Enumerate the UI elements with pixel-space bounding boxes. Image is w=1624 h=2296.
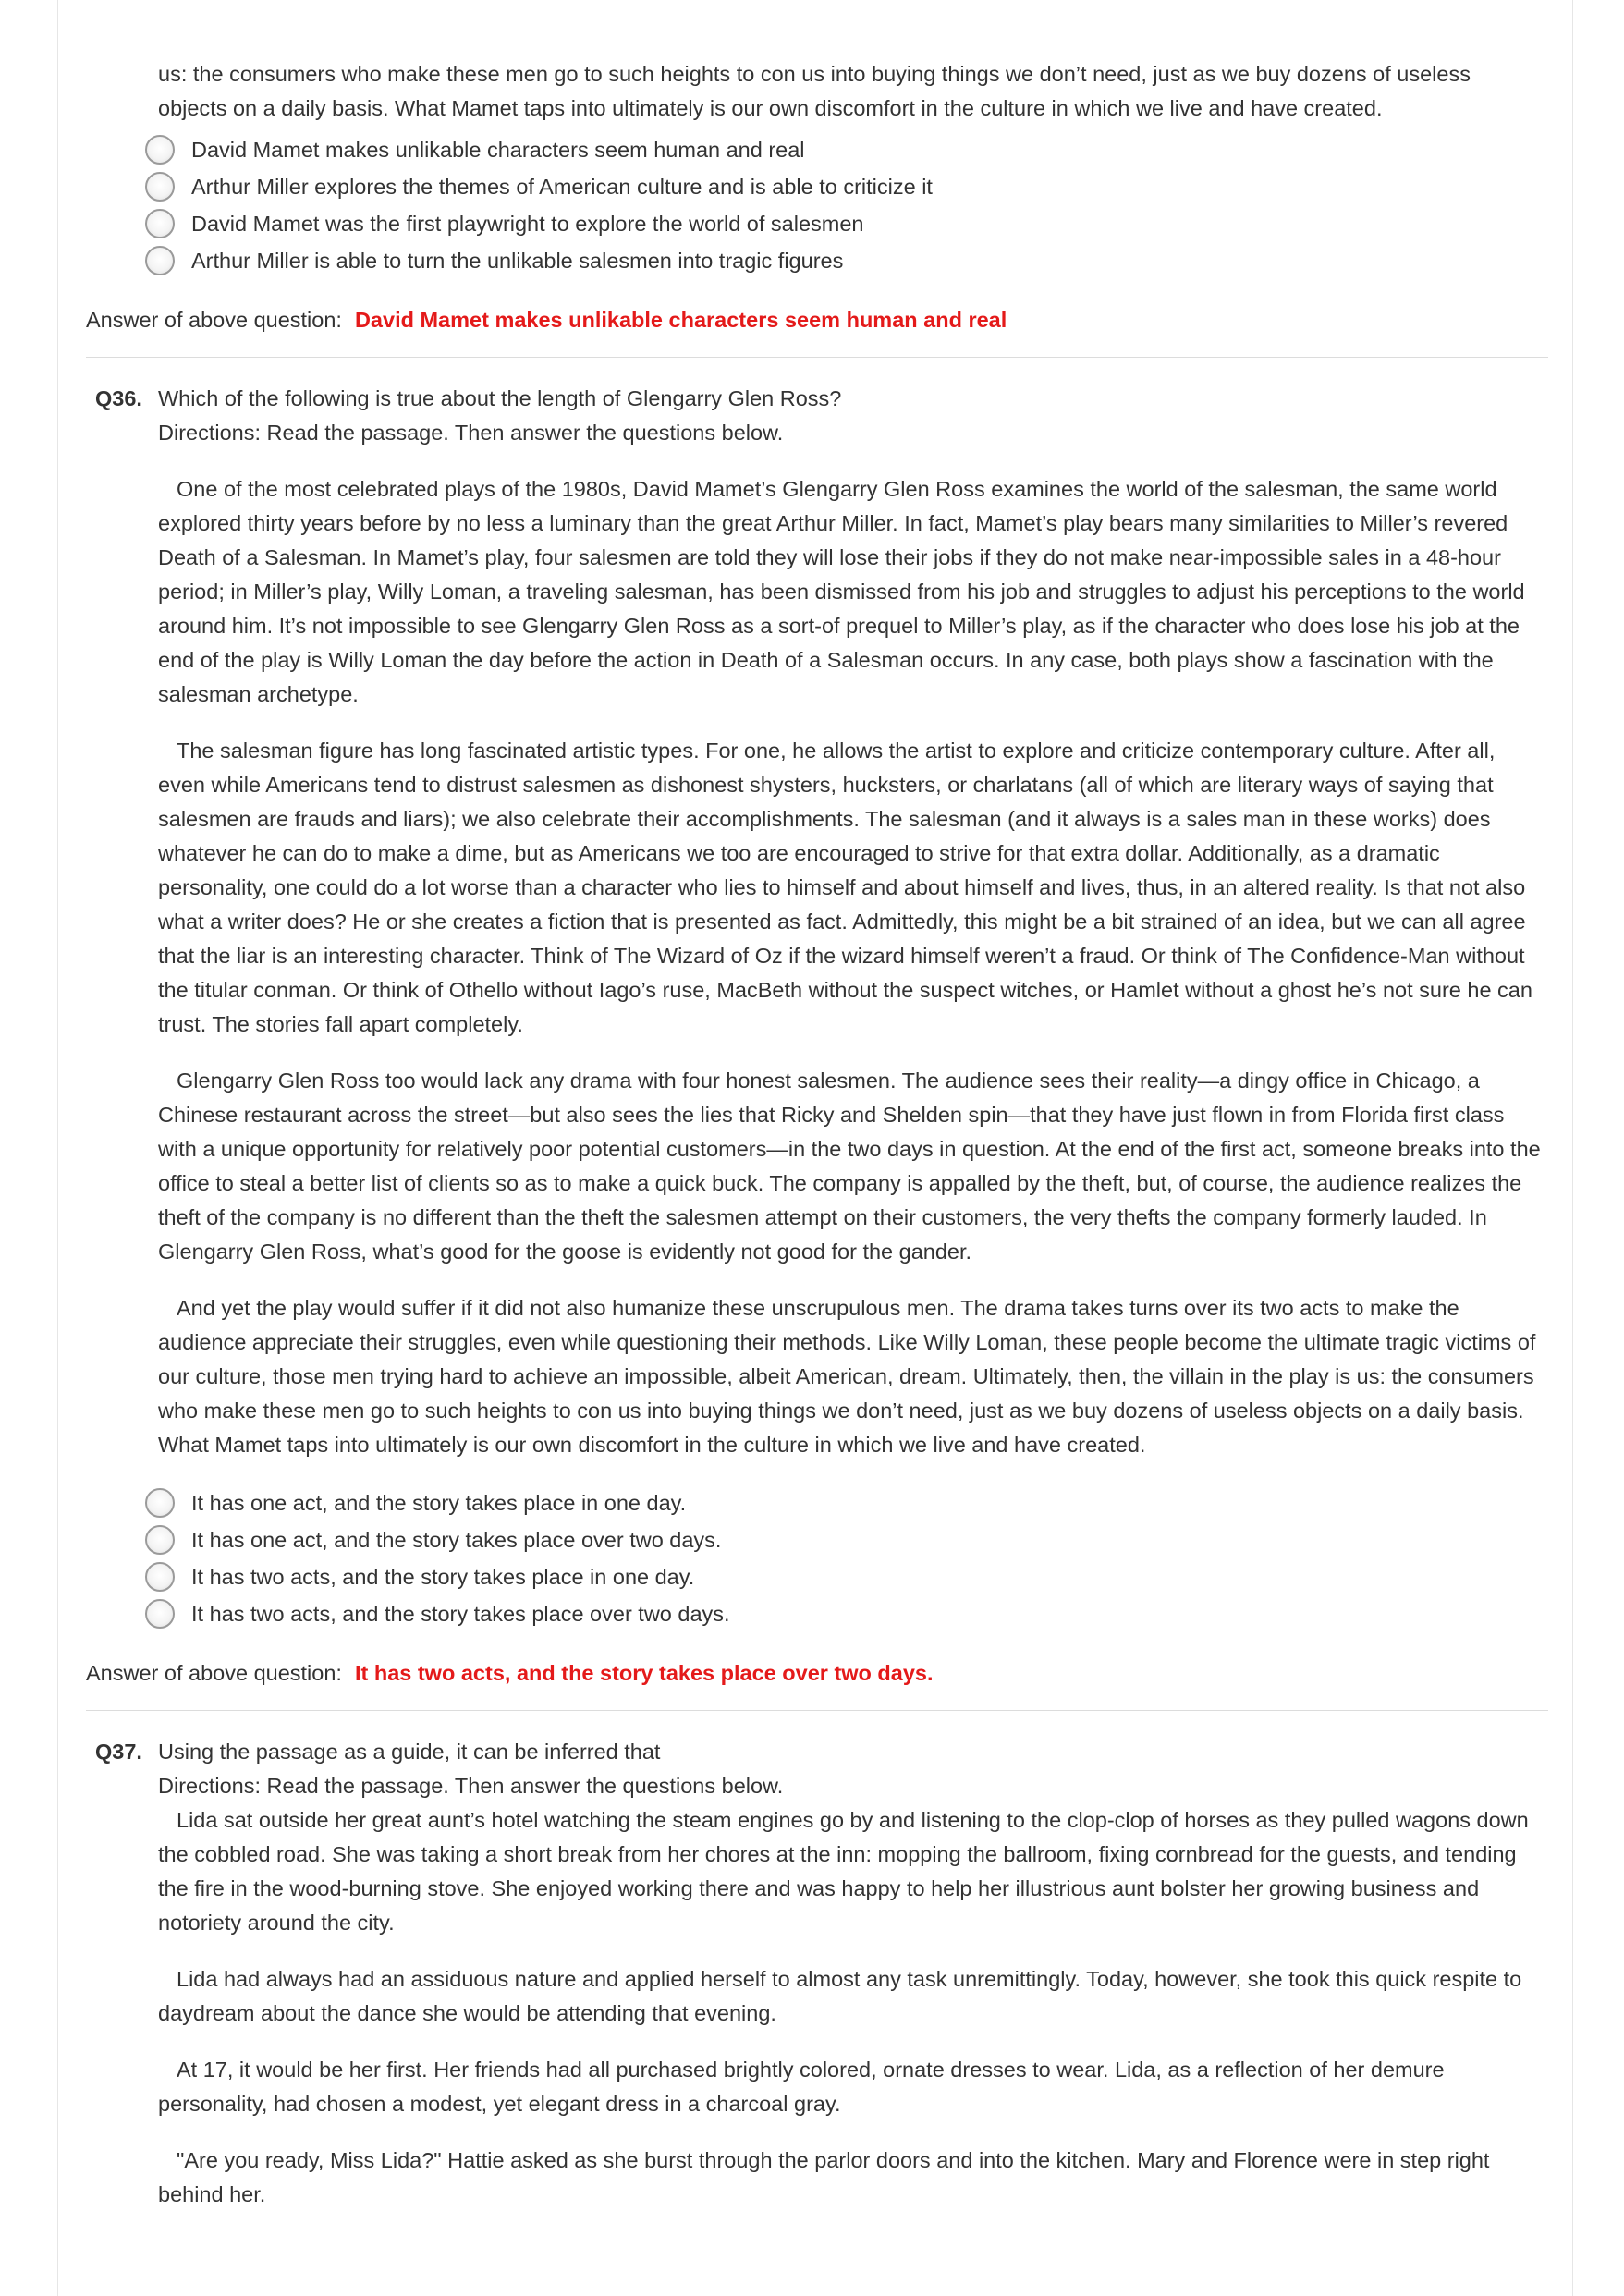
option-item[interactable] [145, 242, 1548, 279]
option-item[interactable] [145, 1484, 1548, 1521]
page-content [86, 57, 1548, 2212]
radio-button[interactable] [145, 246, 175, 275]
radio-button[interactable] [145, 209, 175, 238]
answer-label: Answer of above question: [86, 308, 342, 332]
option-label: Arthur Miller explores the themes of American culture and is able to criticize it [191, 174, 933, 199]
answer-line [86, 303, 1548, 336]
option-item[interactable] [145, 131, 1548, 168]
question-text: Using the passage as a guide, it can be inferred that [158, 1740, 661, 1764]
passage-paragraph: At 17, it would be her first. Her friends had all purchased brightly colored, ornate dresses to wear. Lida, as a reflection of her demure personality, had chosen a modest, yet elegant dress in a charcoal gray. [158, 2058, 1445, 2116]
question-text: Which of the following is true about the length of Glengarry Glen Ross? [158, 386, 842, 410]
option-label: David Mamet makes unlikable characters seem human and real [191, 137, 805, 162]
option-item[interactable] [145, 1558, 1548, 1595]
passage-paragraph: Lida sat outside her great aunt’s hotel watching the steam engines go by and listening to the clop-clop of horses as they pulled wagons down the cobbled road. She was taking a short break from her chores at the inn: mopping the ballroom, fixing cornbread for the guests, and tending the fire in the wood-burning stove. She enjoyed working there and was happy to help her illustrious aunt bolster her growing business and notoriety around the city. [158, 1808, 1529, 1935]
directions: Directions: Read the passage. Then answer the questions below. [158, 421, 784, 445]
answer-label: Answer of above question: [86, 1661, 342, 1685]
directions: Directions: Read the passage. Then answer the questions below. [158, 1774, 784, 1798]
passage-paragraph: And yet the play would suffer if it did not also humanize these unscrupulous men. The drama takes turns over its two acts to make the audience appreciate their struggles, even while questioning their methods. Like Willy Loman, these people become the ultimate tragic victims of our culture, those men trying hard to achieve an impossible, albeit American, dream. Ultimately, then, the villain in the play is us: the consumers who make these men go to such heights to con us into buying things we don’t need, just as we buy dozens of useless objects on a daily basis. What Mamet taps into ultimately is our own discomfort in the culture in which we live and have created. [158, 1296, 1536, 1457]
page-frame [57, 0, 1573, 2296]
option-item[interactable] [145, 205, 1548, 242]
question-separator [86, 1710, 1548, 1711]
question-header [95, 1735, 1548, 1769]
question-number: Q36. [95, 386, 142, 410]
passage-paragraph: Glengarry Glen Ross too would lack any drama with four honest salesmen. The audience sees their reality—a dingy office in Chicago, a Chinese restaurant across the street—but also sees the lies that Ricky and Shelden spin—that they have just flown in from Florida first class with a unique opportunity for relatively poor potential customers—in the two days in question. At the end of the first act, someone breaks into the office to steal a better list of clients so as to make a quick buck. The company is appalled by the theft, but, of course, the audience realizes the theft of the company is no different than the theft the salesmen attempt on their customers, the very thefts the company formerly lauded. In Glengarry Glen Ross, what’s good for the goose is evidently not good for the gander. [158, 1069, 1541, 1264]
question-number: Q37. [95, 1740, 142, 1764]
option-label: Arthur Miller is able to turn the unlikable salesmen into tragic figures [191, 248, 844, 273]
radio-button[interactable] [145, 135, 175, 165]
passage-paragraph: Lida had always had an assiduous nature and applied herself to almost any task unremittingly. Today, however, she took this quick respite to daydream about the dance she would be attending that evening. [158, 1967, 1522, 2025]
radio-button[interactable] [145, 172, 175, 202]
radio-button[interactable] [145, 1488, 175, 1518]
radio-button[interactable] [145, 1525, 175, 1555]
passage-paragraph: us: the consumers who make these men go to such heights to con us into buying things we don’t need, just as we buy dozens of useless objects on a daily basis. What Mamet taps into ultimately is our own discomfort in the culture in which we live and have created. [158, 62, 1471, 120]
passage-paragraph: The salesman figure has long fascinated artistic types. For one, he allows the artist to explore and criticize contemporary culture. After all, even while Americans tend to distrust salesmen as dishonest shysters, hucksters, or charlatans (all of which are literary ways of saying that salesmen are frauds and liars); we also celebrate their accomplishments. The salesman (and it always is a sales man in these works) does whatever he can do to make a dime, but as Americans we too are encouraged to strive for that extra dollar. Additionally, as a dramatic personality, one could do a lot worse than a character who lies to himself and about himself and lives, thus, in an altered reality. Is that not also what a writer does? He or she creates a fiction that is presented as fact. Admittedly, this might be a bit strained of an idea, but we can all agree that the liar is an interesting character. Think of The Wizard of Oz if the wizard himself weren’t a fraud. Or think of The Confidence-Man without the titular conman. Or think of Othello without Iago’s ruse, MacBeth without the suspect witches, or Hamlet without a ghost he’s not sure he can trust. The stories fall apart completely. [158, 739, 1532, 1036]
passage-paragraph: One of the most celebrated plays of the 1980s, David Mamet’s Glengarry Glen Ross examines the world of the salesman, the same world explored thirty years before by no less a luminary than the great Arthur Miller. In fact, Mamet’s play bears many similarities to Miller’s revered Death of a Salesman. In Mamet’s play, four salesmen are told they will lose their jobs if they do not make near-impossible sales in a 48-hour period; in Miller’s play, Willy Loman, a traveling salesman, has been dismissed from his job and struggles to adjust his perceptions to the world around him. It’s not impossible to see Glengarry Glen Ross as a sort-of prequel to Miller’s play, as if the character who does lose his job at the end of the play is Willy Loman the day before the action in Death of a Salesman occurs. In any case, both plays show a fascination with the salesman archetype. [158, 477, 1525, 706]
option-item[interactable] [145, 1595, 1548, 1632]
passage-paragraph: "Are you ready, Miss Lida?" Hattie asked as she burst through the parlor doors and into the kitchen. Mary and Florence were in step right behind her. [158, 2148, 1490, 2206]
option-label: It has two acts, and the story takes place over two days. [191, 1601, 730, 1626]
answer-value: It has two acts, and the story takes place over two days. [354, 1661, 934, 1685]
question-header [95, 382, 1548, 416]
radio-button[interactable] [145, 1562, 175, 1592]
radio-button[interactable] [145, 1599, 175, 1629]
answer-options [145, 1484, 1548, 1632]
answer-options [145, 131, 1548, 279]
question-separator [86, 357, 1548, 358]
answer-value: David Mamet makes unlikable characters seem human and real [354, 308, 1007, 332]
option-label: David Mamet was the first playwright to explore the world of salesmen [191, 211, 864, 236]
option-label: It has two acts, and the story takes place in one day. [191, 1564, 695, 1589]
option-label: It has one act, and the story takes place over two days. [191, 1527, 722, 1552]
option-label: It has one act, and the story takes place in one day. [191, 1490, 687, 1515]
answer-line [86, 1656, 1548, 1690]
option-item[interactable] [145, 1521, 1548, 1558]
option-item[interactable] [145, 168, 1548, 205]
